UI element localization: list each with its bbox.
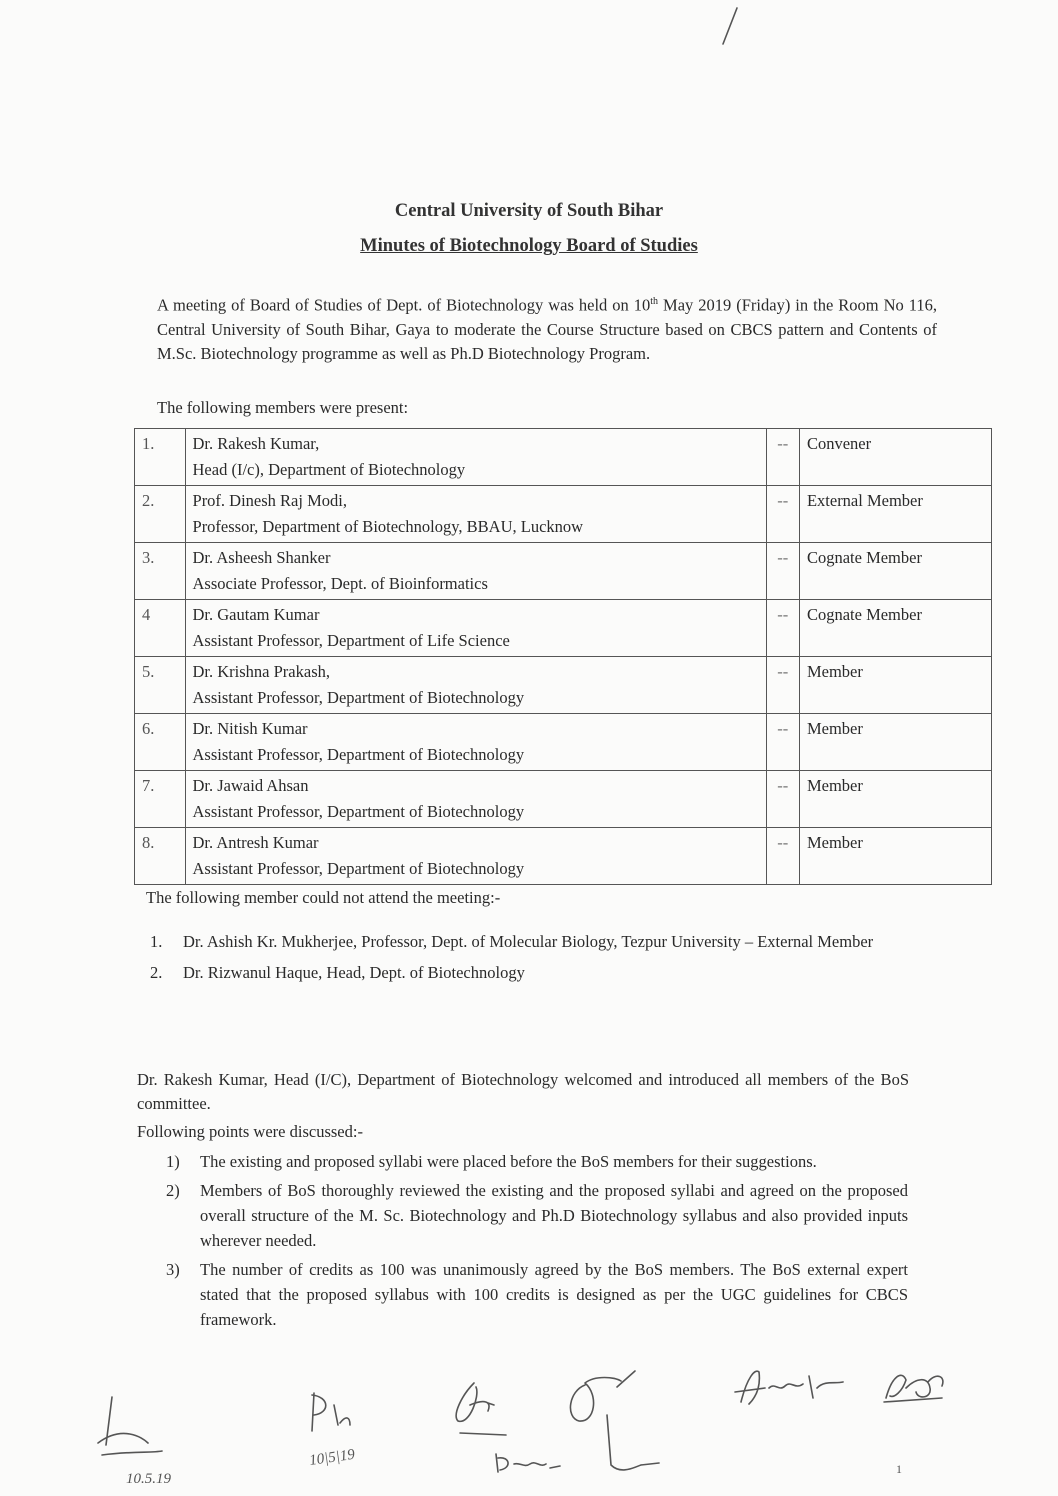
member-number: 1.: [135, 429, 186, 486]
member-number: 3.: [135, 543, 186, 600]
member-name: Dr. Antresh Kumar: [192, 833, 319, 852]
member-name: Prof. Dinesh Raj Modi,: [192, 491, 347, 510]
absent-number: 2.: [150, 963, 163, 982]
member-row: [135, 486, 992, 543]
intro-text-end: May 2019 (Friday) in the Room No 116, Central University of South Bihar, Gaya to moderate the Course Structure based on CBCS pattern and Contents of M.Sc. Biotechnology programme as well as Ph.D Biotechnology Program.: [157, 295, 937, 363]
member-row: [135, 543, 992, 600]
member-designation: Assistant Professor, Department of Biotechnology: [192, 859, 525, 878]
member-details: [185, 486, 766, 543]
university-name: Central University of South Bihar: [394, 201, 664, 221]
discussion-point: [166, 1149, 908, 1174]
member-dash: --: [766, 771, 799, 828]
member-dash: --: [766, 657, 799, 714]
member-name: Dr. Krishna Prakash,: [192, 662, 330, 681]
member-row: [135, 714, 992, 771]
discussion-label: Following points were discussed:-: [137, 1122, 363, 1141]
member-details: [185, 771, 766, 828]
point-text: The number of credits as 100 was unanimously agreed by the BoS members. The BoS external expert stated that the proposed syllabus with 100 credits is designed as per the UGC guidelines for CBCS framework.: [200, 1260, 908, 1329]
signature-member-2: [300, 1385, 400, 1475]
member-role: Cognate Member: [799, 600, 991, 657]
discussion-point: [166, 1257, 908, 1332]
point-number: 3): [166, 1260, 180, 1279]
member-name: Dr. Asheesh Shanker: [192, 548, 331, 567]
member-dash: --: [766, 600, 799, 657]
member-row: [135, 771, 992, 828]
absent-text: Dr. Ashish Kr. Mukherjee, Professor, Dept. of Molecular Biology, Tezpur University – External Member: [183, 932, 874, 951]
member-name: Dr. Nitish Kumar: [192, 719, 308, 738]
member-name: Dr. Rakesh Kumar,: [192, 434, 320, 453]
signature-date-1: 10.5.19: [126, 1471, 171, 1487]
point-text: The existing and proposed syllabi were placed before the BoS members for their suggestions.: [200, 1152, 817, 1171]
member-designation: Associate Professor, Dept. of Bioinformatics: [192, 574, 488, 593]
member-role: External Member: [799, 486, 991, 543]
signature-member-3: [440, 1375, 530, 1445]
member-row: [135, 657, 992, 714]
point-number: 1): [166, 1152, 180, 1171]
intro-text-start: A meeting of Board of Studies of Dept. of Biotechnology was held on 10: [157, 295, 651, 315]
absent-members-label: The following member could not attend the meeting:-: [146, 888, 501, 907]
member-role: Convener: [799, 429, 991, 486]
member-role: Member: [799, 771, 991, 828]
absent-text: Dr. Rizwanul Haque, Head, Dept. of Biotechnology: [183, 963, 525, 982]
member-details: [185, 429, 766, 486]
member-number: 6.: [135, 714, 186, 771]
member-number: 8.: [135, 828, 186, 885]
discussion-point: [166, 1178, 908, 1253]
member-details: [185, 543, 766, 600]
present-members-label: The following members were present:: [157, 398, 409, 417]
member-row: [135, 828, 992, 885]
member-dash: --: [766, 543, 799, 600]
member-designation: Assistant Professor, Department of Biotechnology: [192, 745, 525, 764]
absent-members-list: [146, 930, 906, 992]
absent-member-item: [146, 961, 906, 985]
member-dash: --: [766, 828, 799, 885]
signature-member-7: [872, 1362, 962, 1412]
member-role: Member: [799, 714, 991, 771]
member-number: 7.: [135, 771, 186, 828]
welcome-paragraph: Dr. Rakesh Kumar, Head (I/C), Department of Biotechnology welcomed and introduced all members of the BoS committee.: [137, 1070, 909, 1113]
member-dash: --: [766, 714, 799, 771]
scan-pen-mark: [715, 4, 745, 48]
point-number: 2): [166, 1181, 180, 1200]
member-number: 5.: [135, 657, 186, 714]
member-details: [185, 714, 766, 771]
members-table: [134, 428, 992, 885]
member-name: Dr. Jawaid Ahsan: [192, 776, 309, 795]
member-row: [135, 600, 992, 657]
absent-number: 1.: [150, 932, 163, 951]
member-designation: Assistant Professor, Department of Life Science: [192, 631, 510, 650]
member-dash: --: [766, 486, 799, 543]
meeting-intro-paragraph: [157, 290, 937, 366]
member-dash: --: [766, 429, 799, 486]
member-designation: Head (I/c), Department of Biotechnology: [192, 460, 466, 479]
member-role: Cognate Member: [799, 543, 991, 600]
intro-date-suffix: th: [650, 296, 659, 307]
document-title: Minutes of Biotechnology Board of Studies: [360, 236, 698, 256]
signature-date-2: 10|5|19: [308, 1446, 356, 1469]
discussion-points-list: [166, 1149, 908, 1336]
signature-member-6: [725, 1358, 855, 1418]
member-number: 2.: [135, 486, 186, 543]
member-role: Member: [799, 657, 991, 714]
member-designation: Assistant Professor, Department of Biotechnology: [192, 802, 525, 821]
member-row: [135, 429, 992, 486]
member-details: [185, 828, 766, 885]
signature-member-5: [490, 1440, 580, 1480]
member-role: Member: [799, 828, 991, 885]
member-designation: Assistant Professor, Department of Biotechnology: [192, 688, 525, 707]
absent-member-item: [146, 930, 906, 954]
member-name: Dr. Gautam Kumar: [192, 605, 320, 624]
member-details: [185, 600, 766, 657]
page-number: 1: [896, 1462, 902, 1476]
member-details: [185, 657, 766, 714]
member-number: 4: [135, 600, 186, 657]
point-text: Members of BoS thoroughly reviewed the existing and the proposed syllabi and agreed on the proposed overall structure of the M. Sc. Biotechnology and Ph.D Biotechnology syllabus and also provided inputs wherever needed.: [200, 1181, 908, 1250]
member-designation: Professor, Department of Biotechnology, BBAU, Lucknow: [192, 517, 584, 536]
signature-convener: [92, 1385, 187, 1490]
